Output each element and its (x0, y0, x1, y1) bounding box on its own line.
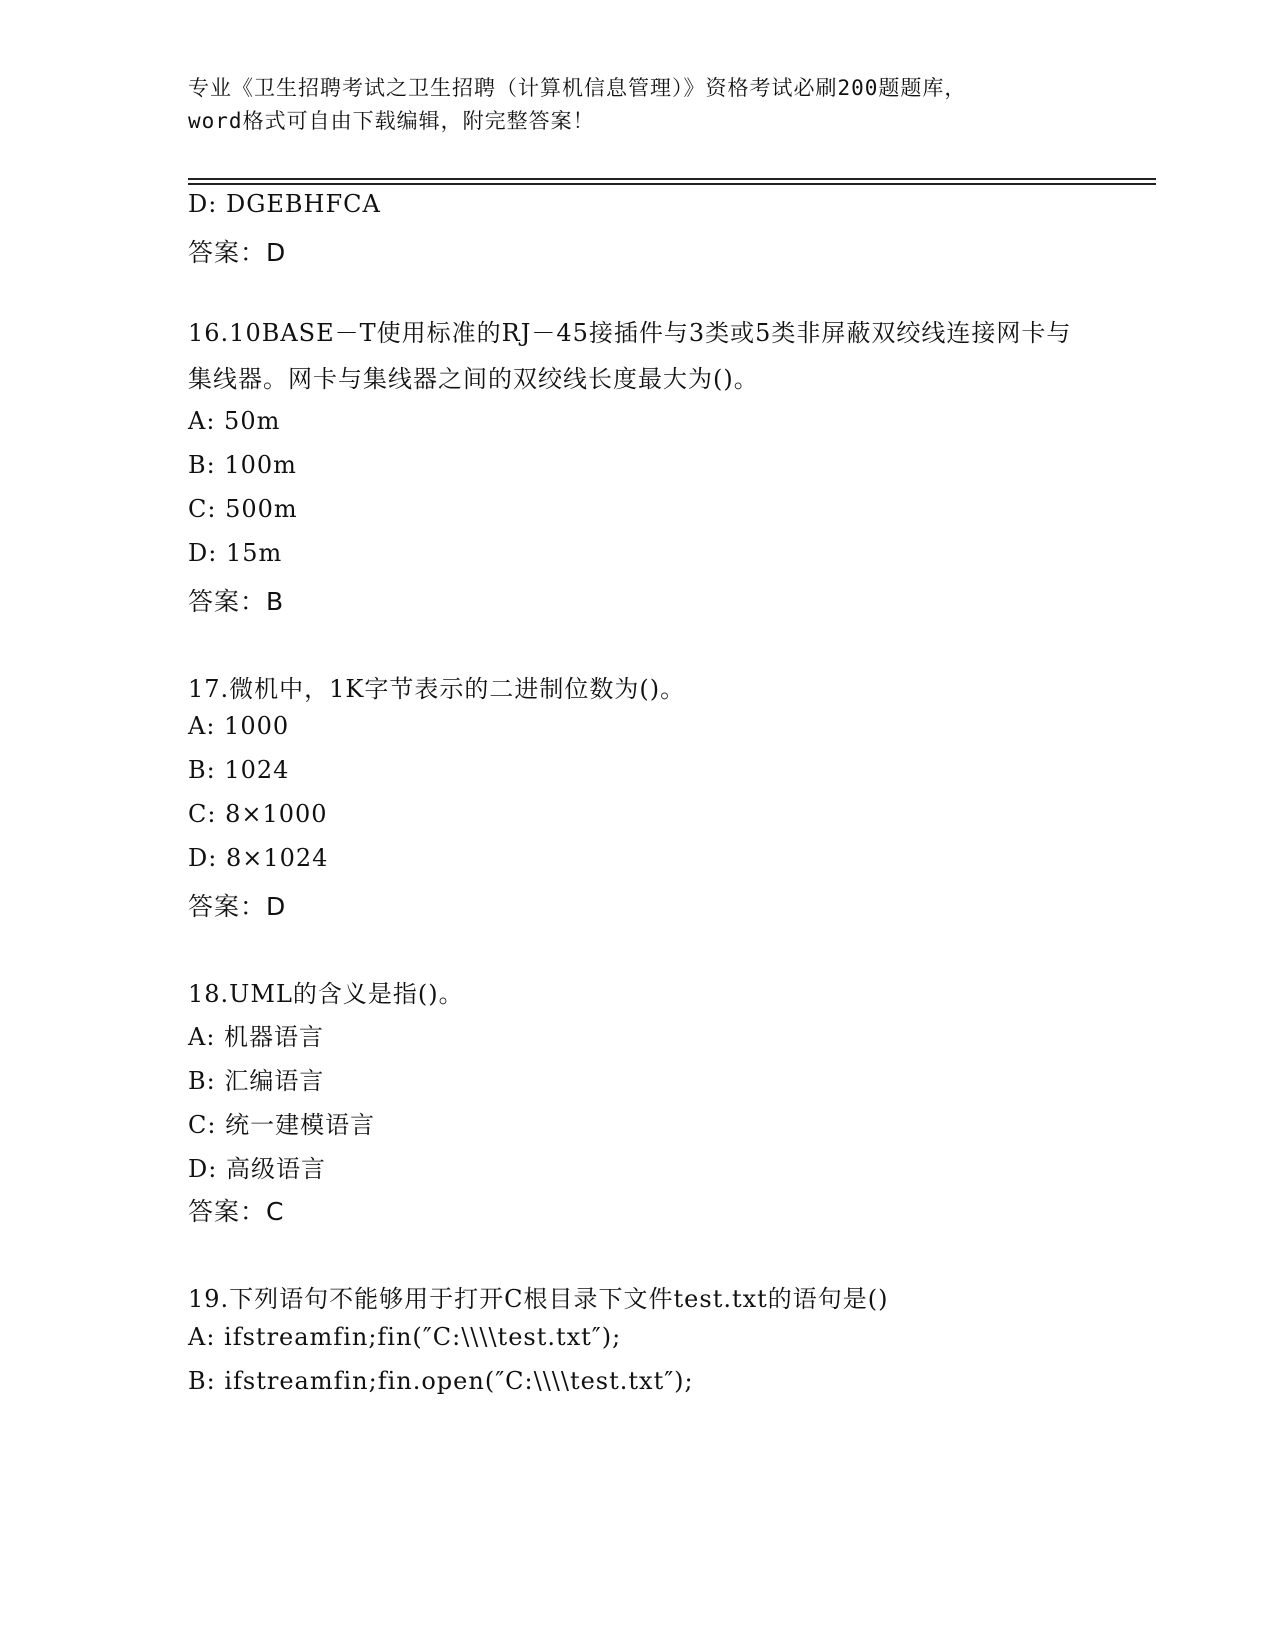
q16-option-a: A: 50m (188, 407, 281, 435)
q16-option-d: D: 15m (188, 539, 283, 567)
q19-option-a: A: ifstreamfin;fin(″C:\\\\test.txt″); (188, 1323, 622, 1351)
q19-text: 19.下列语句不能够用于打开C根目录下文件test.txt的语句是() (188, 1285, 889, 1313)
header-title-line2: word格式可自由下载编辑，附完整答案！ (188, 109, 595, 133)
prev-option-d: D: DGEBHFCA (188, 190, 381, 218)
q18-option-d: D: 高级语言 (188, 1155, 326, 1183)
q17-option-a: A: 1000 (188, 712, 290, 740)
q17-text: 17.微机中，1K字节表示的二进制位数为()。 (188, 675, 686, 703)
q16-answer: 答案：B (188, 587, 285, 616)
q19-option-b: B: ifstreamfin;fin.open(″C:\\\\test.txt″); (188, 1367, 694, 1395)
q16-option-c: C: 500m (188, 495, 298, 523)
q17-option-c: C: 8×1000 (188, 800, 328, 828)
q18-option-b: B: 汇编语言 (188, 1067, 325, 1095)
q17-answer: 答案：D (188, 892, 287, 921)
q16-option-b: B: 100m (188, 451, 297, 479)
header-divider-bottom (188, 183, 1156, 185)
q18-answer: 答案：C (188, 1197, 285, 1226)
q18-text: 18.UML的含义是指()。 (188, 980, 464, 1008)
header-divider-top (188, 178, 1156, 180)
q17-option-b: B: 1024 (188, 756, 290, 784)
q18-option-c: C: 统一建模语言 (188, 1111, 376, 1139)
q18-option-a: A: 机器语言 (188, 1023, 325, 1051)
q16-text: 16.10BASE－T使用标准的RJ－45接插件与3类或5类非屏蔽双绞线连接网卡与集线器。网卡与集线器之间的双绞线长度最大为()。 (188, 319, 1072, 393)
header-title-line1: 专业《卫生招聘考试之卫生招聘（计算机信息管理）》资格考试必刷200题题库， (188, 76, 967, 100)
q17-option-d: D: 8×1024 (188, 844, 329, 872)
document-header (188, 72, 1088, 138)
prev-answer: 答案：D (188, 238, 287, 267)
